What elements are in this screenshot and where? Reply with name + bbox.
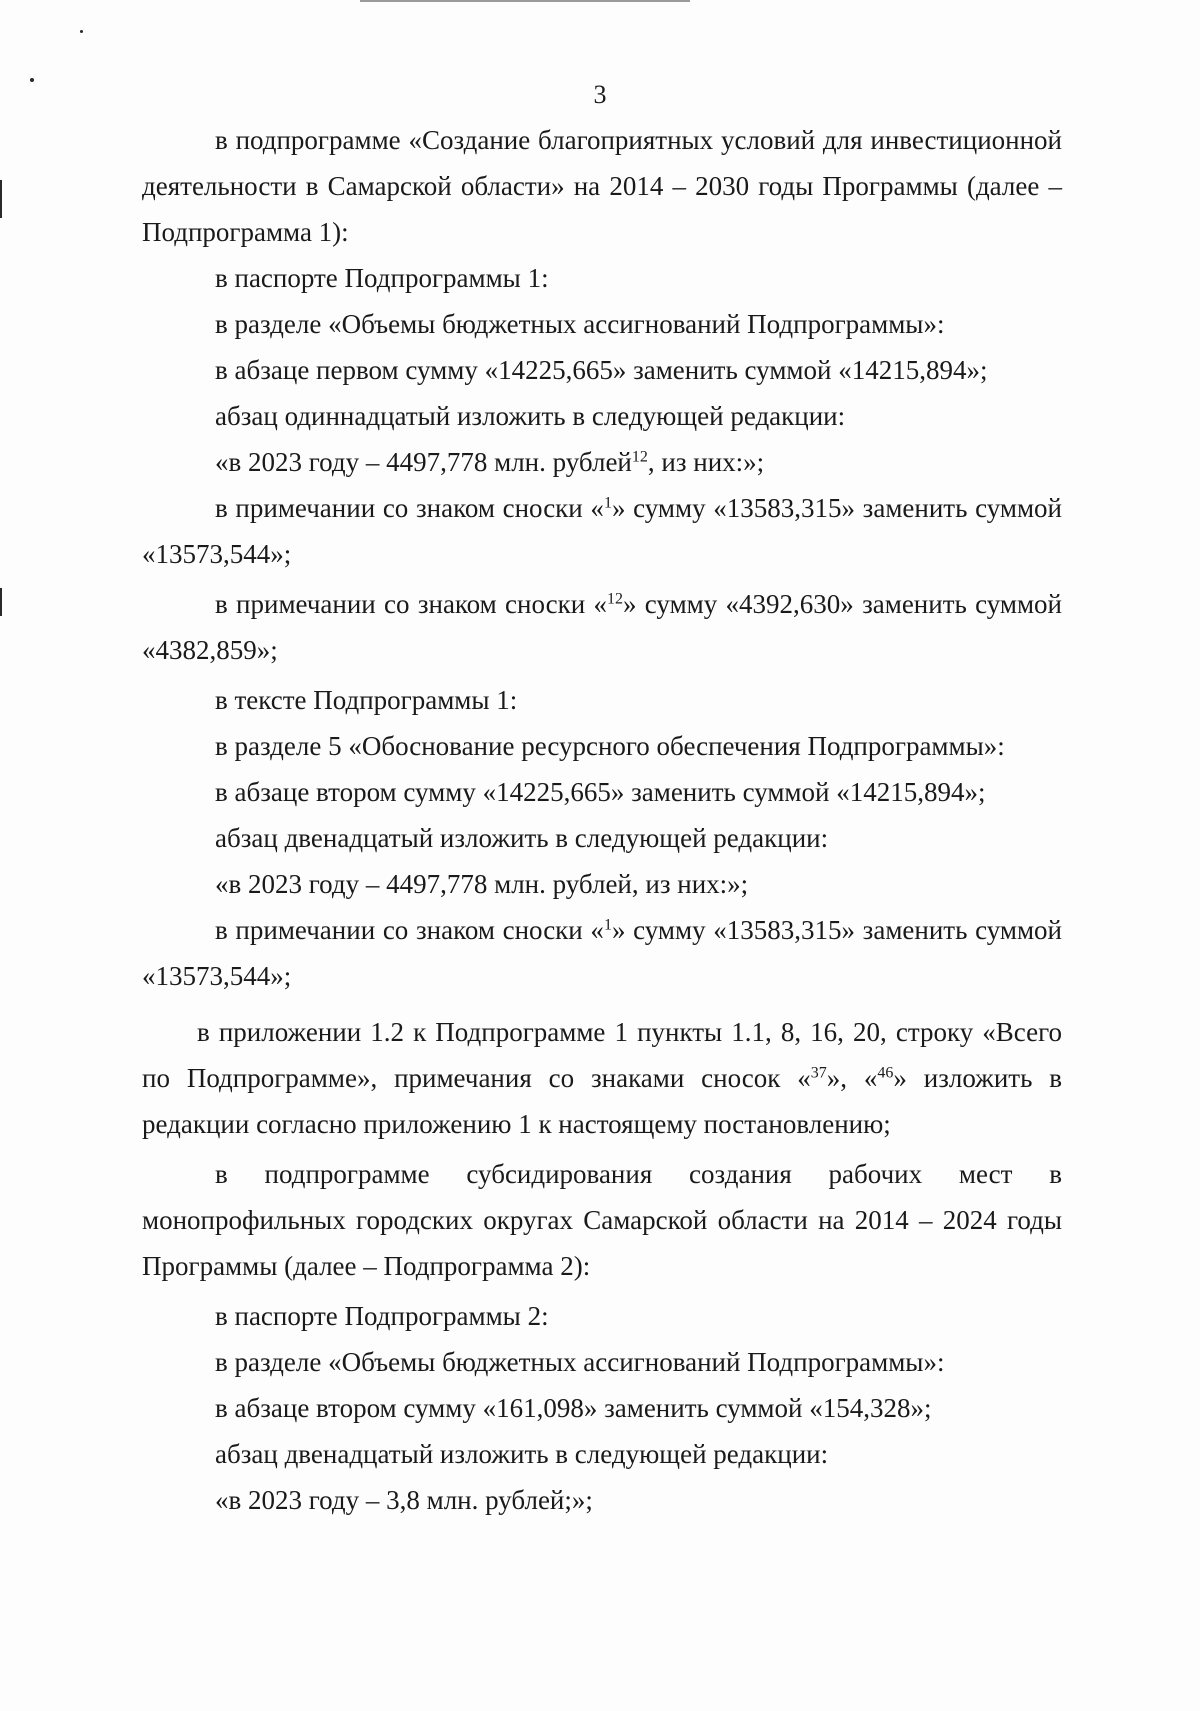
paragraph-text: в приложении 1.2 к Подпрограмме 1 пункты 1.1, 8, 16, 20, строку «Всего по Подпрограмме», примечания со знаками сносок « bbox=[142, 1017, 1062, 1093]
paragraph: в абзаце втором сумму «14225,665» заменить суммой «14215,894»; bbox=[215, 777, 986, 807]
paragraph: «в 2023 году – 4497,778 млн. рублей, из них:»; bbox=[215, 869, 749, 899]
paragraph-text: в примечании со знаком сноски « bbox=[215, 589, 607, 619]
scan-edge-mark bbox=[0, 180, 2, 218]
paragraph bbox=[142, 439, 1062, 485]
scan-speck bbox=[80, 30, 83, 33]
paragraph-text: в примечании со знаком сноски « bbox=[215, 915, 604, 945]
footnote-mark: 12 bbox=[607, 590, 623, 608]
paragraph-text: » сумму «13583,315» заменить суммой «13573,544»; bbox=[142, 493, 1062, 569]
scan-edge-mark bbox=[0, 588, 2, 616]
paragraph: в разделе «Объемы бюджетных ассигнований Подпрограммы»: bbox=[215, 309, 945, 339]
paragraph: в тексте Подпрограммы 1: bbox=[215, 685, 518, 715]
paragraph bbox=[142, 907, 1062, 999]
paragraph bbox=[142, 485, 1062, 577]
paragraph-text: », « bbox=[826, 1063, 878, 1093]
footnote-mark: 1 bbox=[603, 916, 612, 934]
paragraph: в абзаце первом сумму «14225,665» заменить суммой «14215,894»; bbox=[215, 355, 988, 385]
paragraph: в подпрограмме субсидирования создания рабочих мест в монопрофильных городских округах Самарской области на 2014 – 2024 годы Программы (далее – Подпрограмма 2): bbox=[142, 1159, 1062, 1281]
paragraph: в разделе 5 «Обоснование ресурсного обеспечения Подпрограммы»: bbox=[215, 731, 1005, 761]
footnote-mark: 46 bbox=[877, 1064, 894, 1082]
paragraph-text: » сумму «13583,315» заменить суммой «13573,544»; bbox=[142, 915, 1062, 991]
footnote-mark: 37 bbox=[810, 1064, 827, 1082]
footnote-mark: 1 bbox=[603, 494, 612, 512]
paragraph: в паспорте Подпрограммы 1: bbox=[215, 263, 549, 293]
footnote-mark: 12 bbox=[631, 448, 648, 466]
paragraph: абзац двенадцатый изложить в следующей редакции: bbox=[215, 823, 829, 853]
paragraph bbox=[142, 581, 1062, 673]
paragraph: в абзаце втором сумму «161,098» заменить суммой «154,328»; bbox=[215, 1393, 932, 1423]
document-body bbox=[142, 117, 1062, 1523]
paragraph-text: » сумму «4392,630» заменить суммой «4382,859»; bbox=[142, 589, 1062, 665]
paragraph-text: «в 2023 году – 4497,778 млн. рублей bbox=[215, 447, 632, 477]
paragraph-text: , из них:»; bbox=[647, 447, 765, 477]
paragraph-text: » изложить в редакции согласно приложению 1 к настоящему постановлению; bbox=[142, 1063, 1062, 1139]
paragraph: в паспорте Подпрограммы 2: bbox=[215, 1301, 549, 1331]
paragraph: абзац одиннадцатый изложить в следующей редакции: bbox=[215, 401, 846, 431]
paragraph-text: в примечании со знаком сноски « bbox=[215, 493, 604, 523]
paragraph: «в 2023 году – 3,8 млн. рублей;»; bbox=[215, 1485, 593, 1515]
scan-top-rule bbox=[360, 0, 690, 2]
paragraph: абзац двенадцатый изложить в следующей редакции: bbox=[215, 1439, 829, 1469]
paragraph: в подпрограмме «Создание благоприятных условий для инвестиционной деятельности в Самарской области» на 2014 – 2030 годы Программы (далее – Подпрограмма 1): bbox=[142, 125, 1062, 247]
paragraph: в разделе «Объемы бюджетных ассигнований Подпрограммы»: bbox=[215, 1347, 945, 1377]
paragraph bbox=[142, 1009, 1062, 1147]
page-number: 3 bbox=[593, 80, 607, 109]
